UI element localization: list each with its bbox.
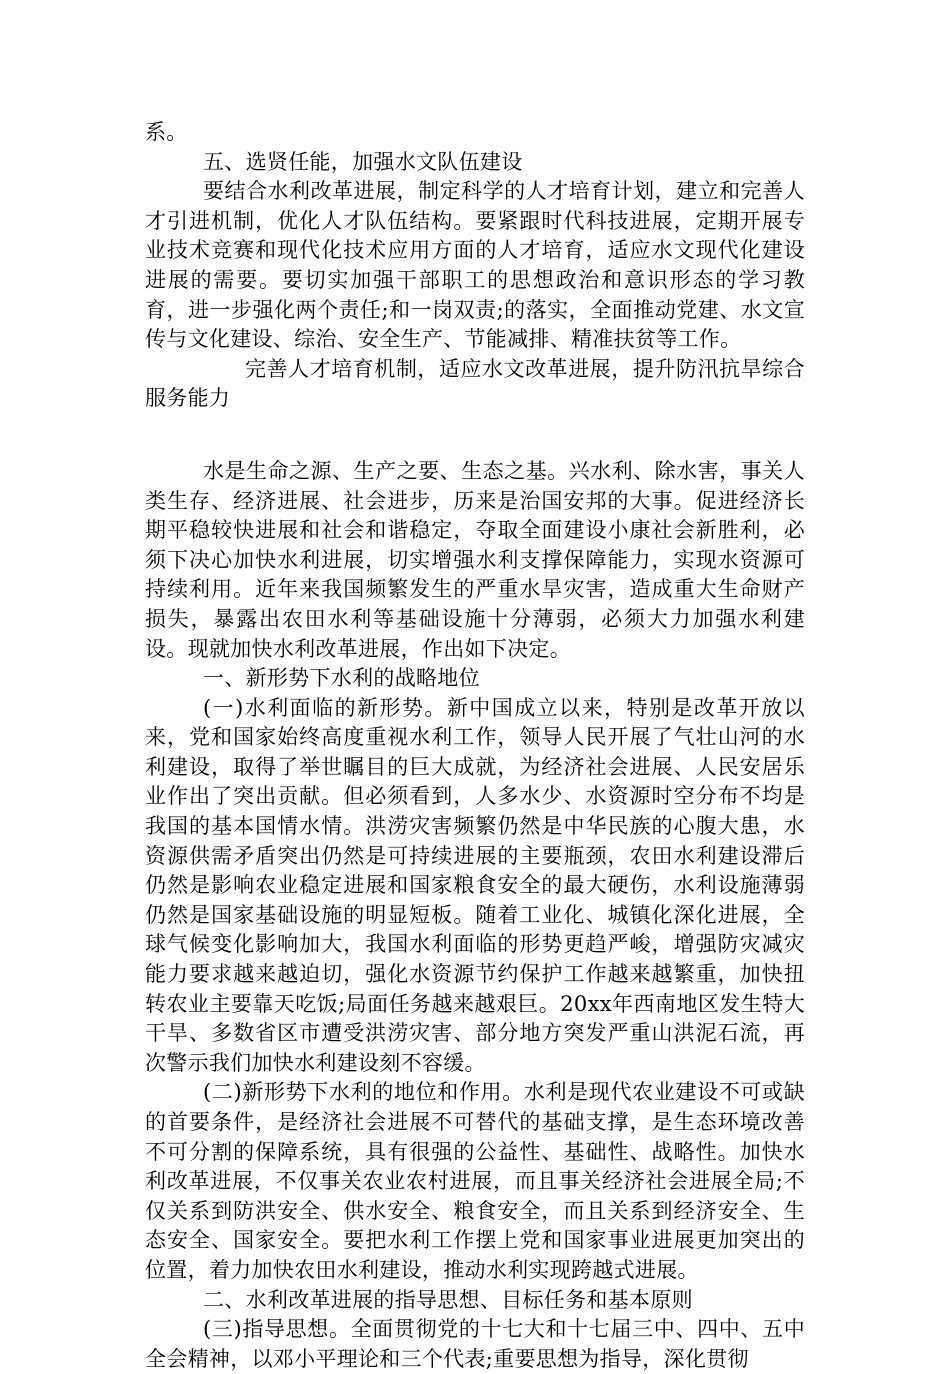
body-continuation: 系。 [145, 120, 188, 144]
body-paragraph: (三)指导思想。全面贯彻党的十七大和十七届三中、四中、五中全会精神，以邓小平理论和三个代表;重要思想为指导，深化贯彻 [145, 1317, 805, 1371]
body-paragraph: 水是生命之源、生产之要、生态之基。兴水利、除水害，事关人类生存、经济进展、社会进步，历来是治国安邦的大事。促进经济长期平稳较快进展和社会和谐稳定，夺取全面建设小康社会新胜利，必须下决心加快水利进展，切实增强水利支撑保障能力，实现水资源可持续利用。近年来我国频繁发生的严重水旱灾害，造成重大生命财产损失，暴露出农田水利等基础设施十分薄弱，必须大力加强水利建设。现就加快水利改革进展，作出如下决定。 [145, 458, 805, 661]
section-heading-one: 一、新形势下水利的战略地位 [203, 666, 480, 691]
section-heading-two: 二、水利改革进展的指导思想、目标任务和基本原则 [203, 1287, 693, 1312]
document-body [145, 118, 805, 1374]
section-heading-five: 五、选贤任能，加强水文队伍建设 [203, 149, 523, 174]
body-paragraph: (一)水利面临的新形势。新中国成立以来，特别是改革开放以来，党和国家始终高度重视水利工作，领导人民开展了气壮山河的水利建设，取得了举世瞩目的巨大成就，为经济社会进展、人民安居乐业作出了突出贡献。但必须看到，人多水少、水资源时空分布不均是我国的基本国情水情。洪涝灾害频繁仍然是中华民族的心腹大患，水资源供需矛盾突出仍然是可持续进展的主要瓶颈，农田水利建设滞后仍然是影响农业稳定进展和国家粮食安全的最大硬伤，水利设施薄弱仍然是国家基础设施的明显短板。随着工业化、城镇化深化进展，全球气候变化影响加大，我国水利面临的形势更趋严峻，增强防灾减灾能力要求越来越迫切，强化水资源节约保护工作越来越繁重，加快扭转农业主要靠天吃饭;局面任务越来越艰巨。20xx年西南地区发生特大干旱、多数省区市遭受洪涝灾害、部分地方突发严重山洪泥石流，再次警示我们加快水利建设刻不容缓。 [145, 695, 805, 1075]
body-paragraph: 要结合水利改革进展，制定科学的人才培育计划，建立和完善人才引进机制，优化人才队伍结构。要紧跟时代科技进展，定期开展专业技术竞赛和现代化技术应用方面的人才培育，适应水文现代化建设进展的需要。要切实加强干部职工的思想政治和意识形态的学习教育，进一步强化两个责任;和一岗双责;的落实，全面推动党建、水文宣传与文化建设、综治、安全生产、节能减排、精准扶贫等工作。 [145, 179, 805, 352]
article-title: 完善人才培育机制，适应水文改革进展，提升防汛抗旱综合服务能力 [145, 356, 805, 411]
body-paragraph: (二)新形势下水利的地位和作用。水利是现代农业建设不可或缺的首要条件，是经济社会进展不可替代的基础支撑，是生态环境改善不可分割的保障系统，具有很强的公益性、基础性、战略性。加快水利改革进展，不仅事关农业农村进展，而且事关经济社会进展全局;不仅关系到防洪安全、供水安全、粮食安全，而且关系到经济安全、生态安全、国家安全。要把水利工作摆上党和国家事业进展更加突出的位置，着力加快农田水利建设，推动水利实现跨越式进展。 [145, 1080, 805, 1282]
blank-line [145, 414, 805, 457]
